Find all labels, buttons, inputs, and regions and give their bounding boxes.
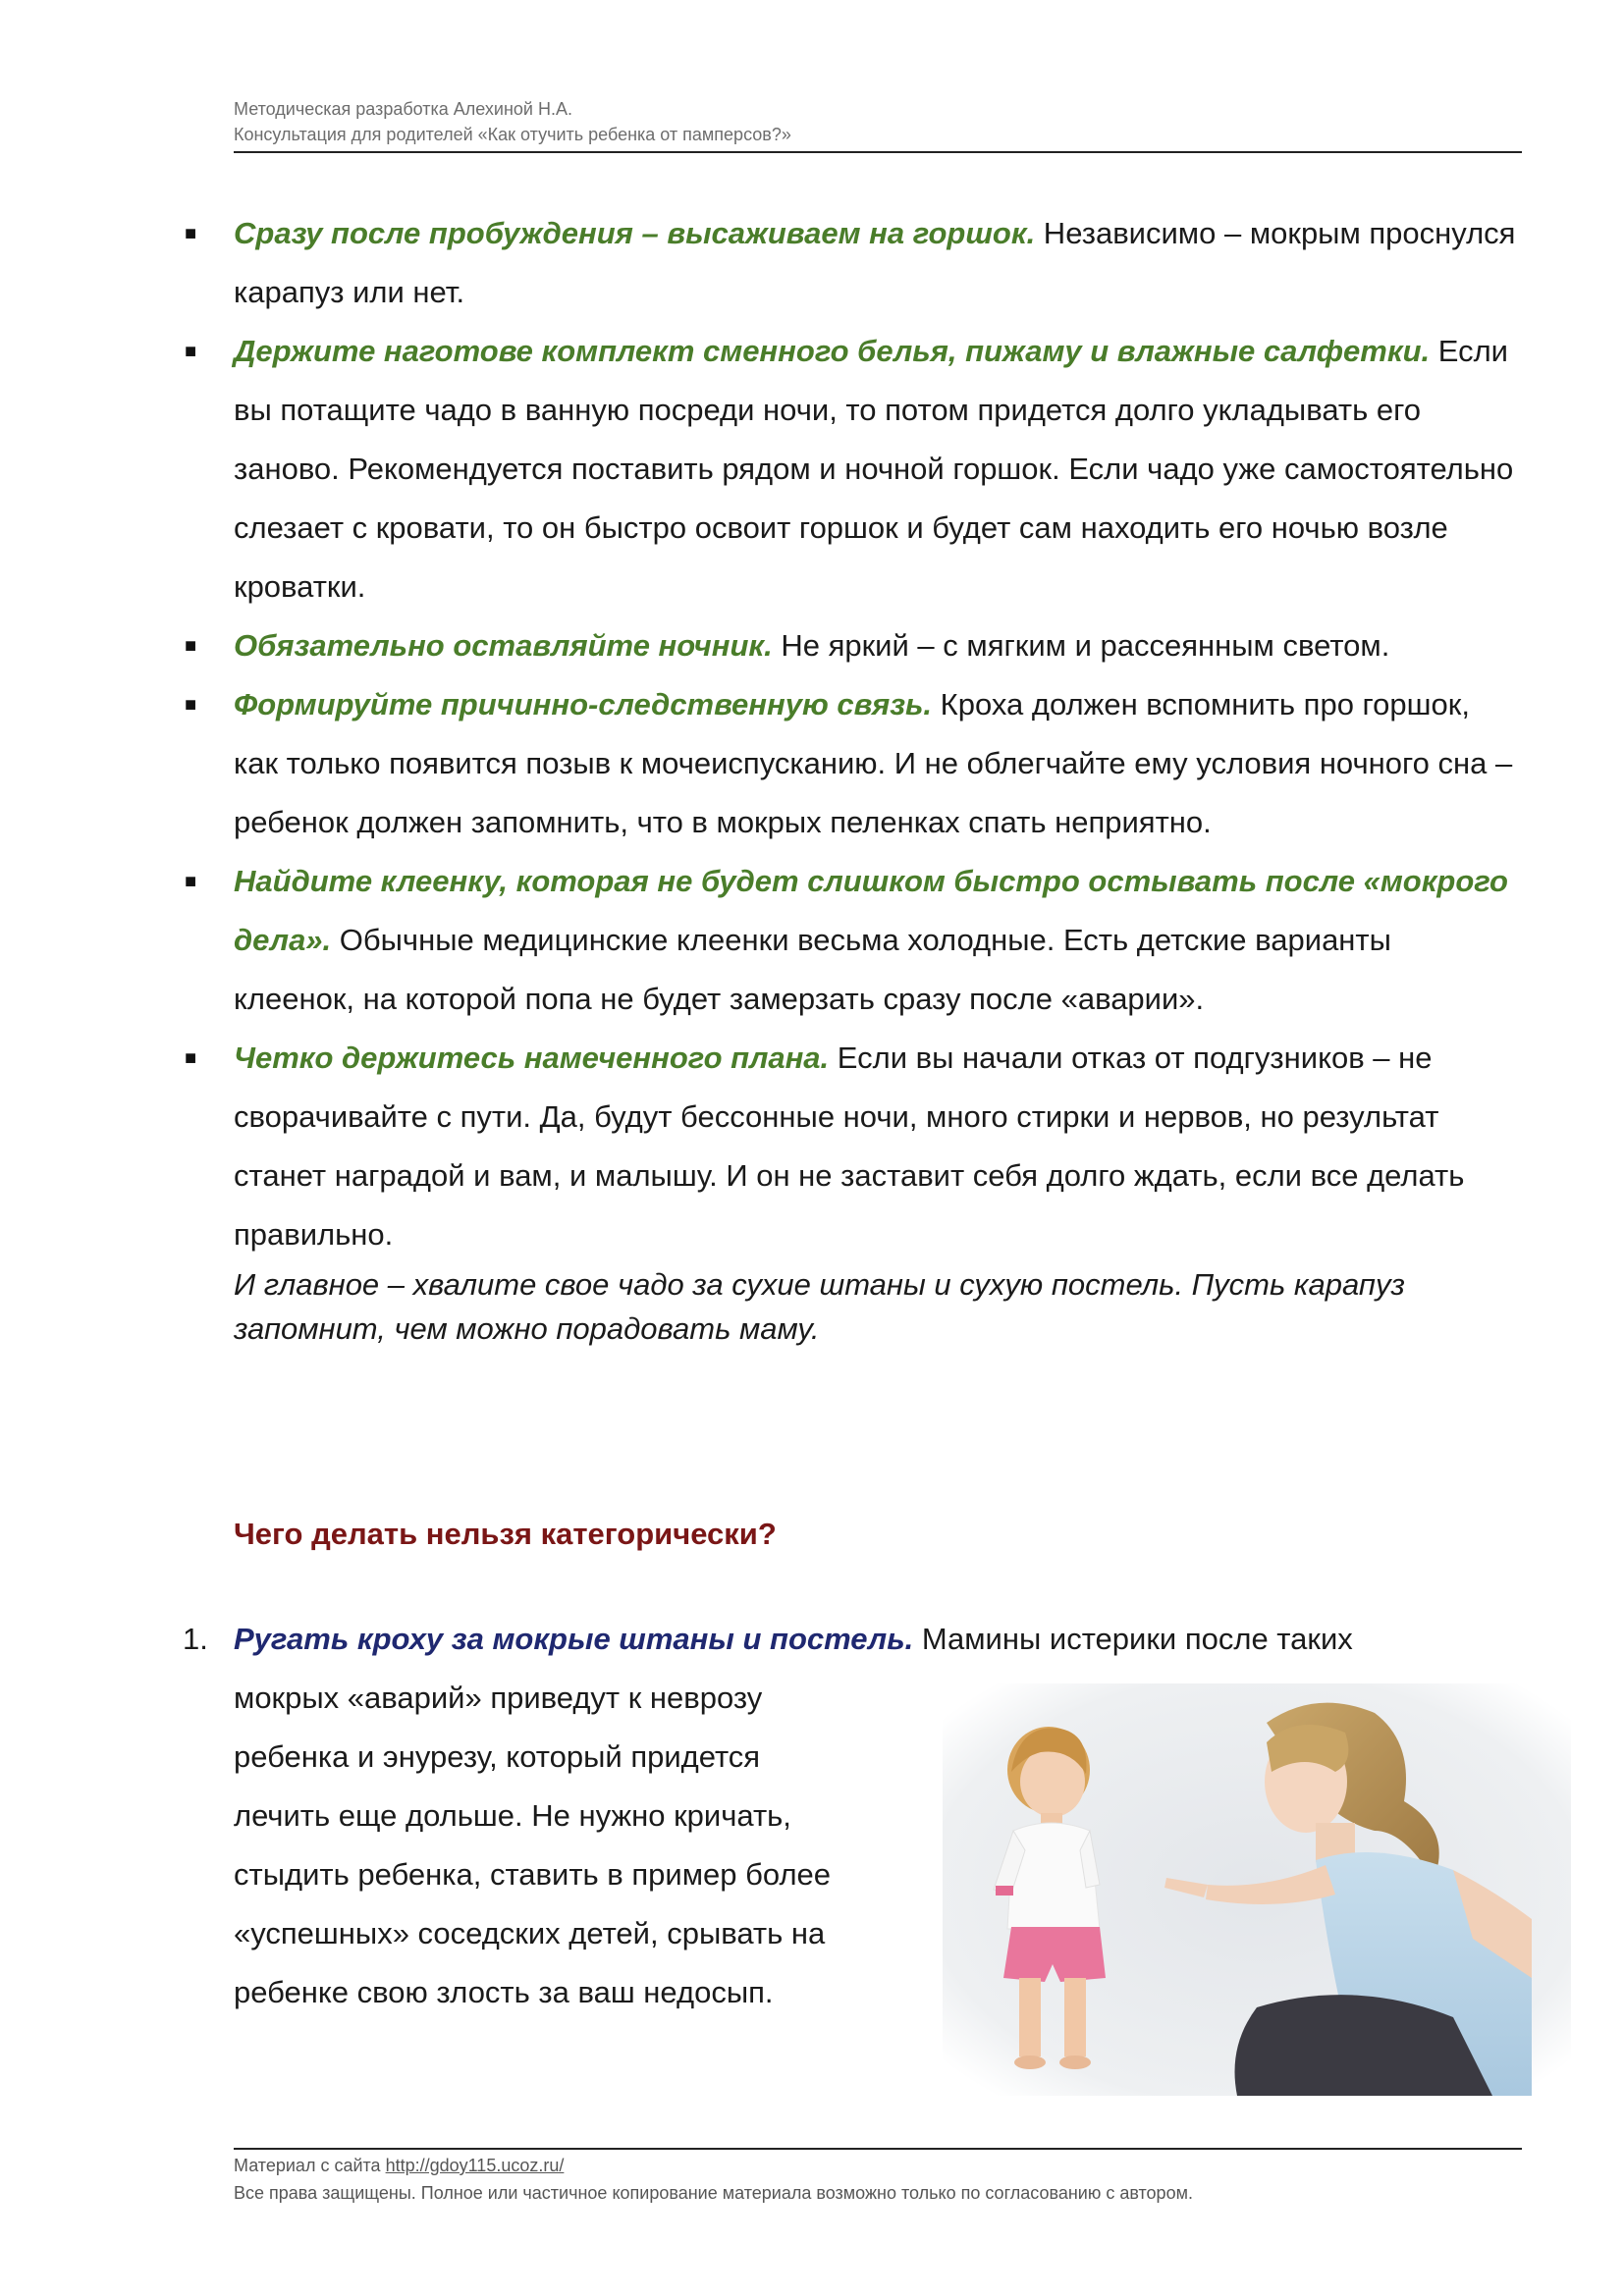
footer-prefix: Материал с сайта [234, 2156, 386, 2175]
list-item [185, 675, 1520, 852]
tip-text: Независимо – мокрым проснулся карапуз или нет. [234, 216, 1516, 309]
item-line: ребенке свою злость за ваш недосып. [234, 1975, 774, 2009]
bullet-square-icon: ■ [185, 694, 197, 716]
bullet-square-icon: ■ [185, 871, 197, 892]
tips-list [185, 204, 1520, 1264]
source-link[interactable]: http://gdoy115.ucoz.ru/ [385, 2156, 565, 2175]
page-footer [234, 2152, 1520, 2207]
item-text: Мамины истерики после таких [913, 1622, 1353, 1656]
tip-text: Не яркий – с мягким и рассеянным светом. [772, 628, 1390, 663]
item-line: мокрых «аварий» приведут к неврозу [234, 1681, 763, 1715]
item-line: «успешных» соседских детей, срывать на [234, 1916, 826, 1950]
list-item [185, 204, 1520, 322]
footer-rights: Все права защищены. Полное или частичное копирование материала возможно только по согласованию с автором. [234, 2183, 1193, 2203]
section-heading: Чего делать нельзя категорически? [234, 1517, 777, 1551]
item-first-line [234, 1610, 1520, 1669]
list-item [185, 1029, 1520, 1264]
list-item [185, 852, 1520, 1029]
tip-text: Кроха должен вспомнить про горшок, как только появится позыв к мочеиспусканию. И не облегчайте ему условия ночного сна – ребенок должен запомнить, что в мокрых пеленках спать неприятно. [234, 687, 1513, 839]
header-author: Методическая разработка Алехиной Н.А. [234, 99, 572, 119]
tip-lead: Четко держитесь намеченного плана. [234, 1041, 830, 1075]
mother-scolding-child-image [943, 1683, 1571, 2096]
tip-text: Обычные медицинские клеенки весьма холодные. Есть детские варианты клеенок, на которой попа не будет замерзать сразу после «аварии». [234, 923, 1391, 1016]
closing-remark: И главное – хвалите свое чадо за сухие штаны и сухую постель. Пусть карапуз запомнит, чем можно порадовать маму. [234, 1267, 1405, 1346]
list-item [185, 616, 1520, 675]
tip-lead: Найдите клеенку, которая не будет слишком быстро остывать после «мокрого дела». [234, 864, 1508, 957]
tip-text: Если вы начали отказ от подгузников – не сворачивайте с пути. Да, будут бессонные ночи, много стирки и нервов, но результат станет наградой и вам, и малышу. И он не заставит себя долго ждать, если все делать правильно. [234, 1041, 1465, 1252]
tip-text: Если вы потащите чадо в ванную посреди ночи, то потом придется долго укладывать его заново. Рекомендуется поставить рядом и ночной горшок. Если чадо уже самостоятельно слезает с кровати, то он быстро освоит горшок и будет сам находить его ночью возле кроватки. [234, 334, 1514, 604]
tip-lead: Сразу после пробуждения – высаживаем на горшок. [234, 216, 1036, 250]
tip-lead: Держите наготове комплект сменного белья, пижаму и влажные салфетки. [234, 334, 1431, 368]
bullet-square-icon: ■ [185, 223, 197, 244]
header-title: Консультация для родителей «Как отучить ребенка от памперсов?» [234, 125, 791, 144]
footer-divider [234, 2148, 1522, 2150]
list-item [185, 322, 1520, 616]
item-number: 1. [183, 1622, 208, 1656]
main-content [185, 204, 1520, 1351]
tip-lead: Обязательно оставляйте ночник. [234, 628, 773, 663]
item-line: стыдить ребенка, ставить в пример более [234, 1857, 832, 1892]
header-divider [234, 151, 1522, 153]
item-line: ребенка и энурезу, который придется [234, 1739, 761, 1774]
bullet-square-icon: ■ [185, 1047, 197, 1069]
bullet-square-icon: ■ [185, 635, 197, 657]
item-lead: Ругать кроху за мокрые штаны и постель. [234, 1622, 914, 1656]
page-header [234, 96, 1520, 147]
bullet-square-icon: ■ [185, 341, 197, 362]
item-line: лечить еще дольше. Не нужно кричать, [234, 1798, 791, 1833]
footer-source [234, 2152, 1520, 2179]
tip-lead: Формируйте причинно-следственную связь. [234, 687, 933, 721]
